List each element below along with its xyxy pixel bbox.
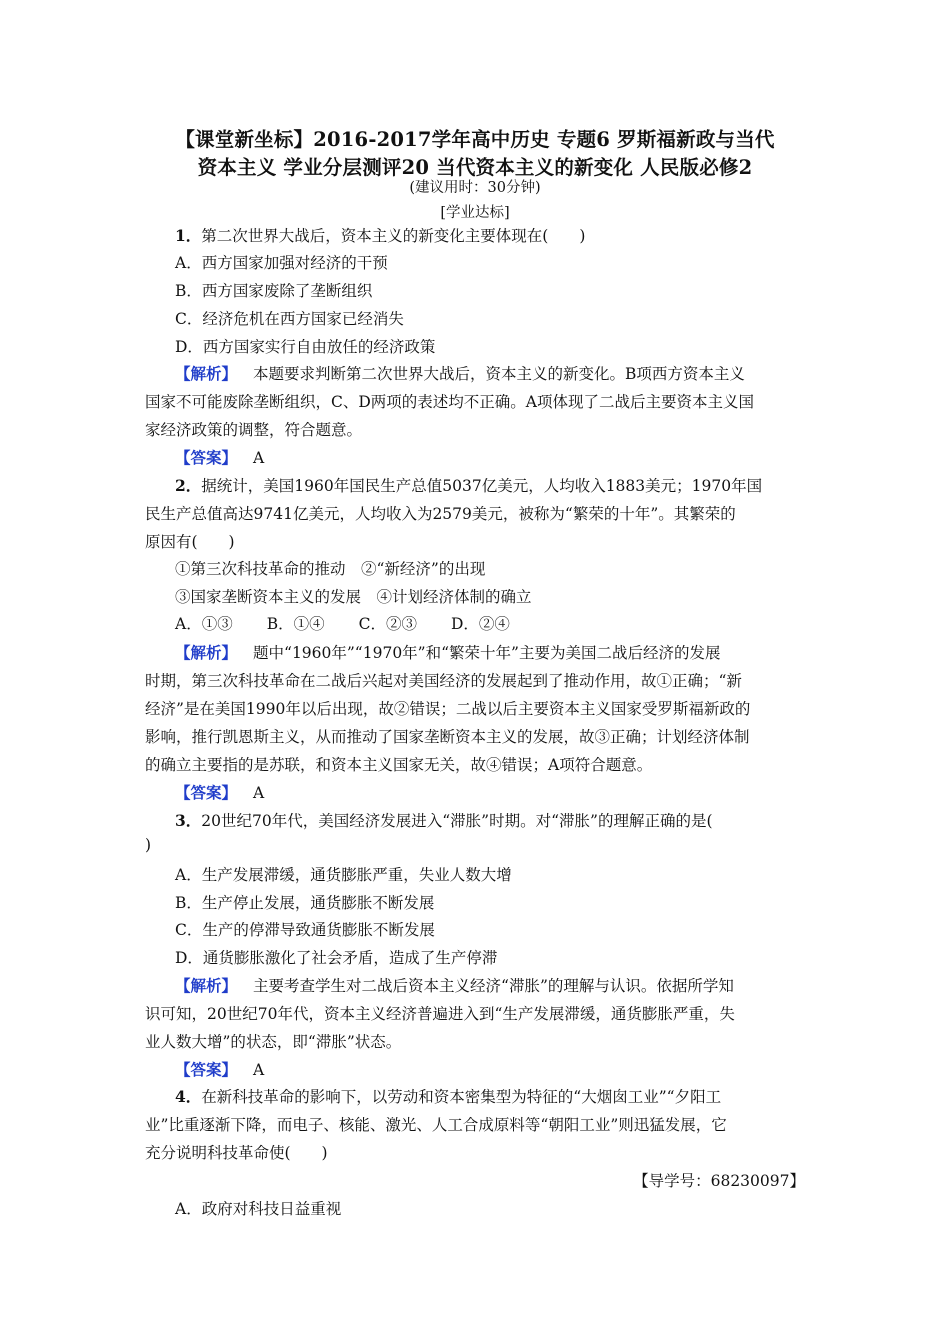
question-1-option-c: C．经济危机在西方国家已经消失 [175,310,404,328]
question-2-number: 2． [175,476,202,495]
question-2-options: A．①③ B．①④ C．②③ D．②④ [175,615,510,633]
question-1-stem [175,224,835,246]
suggested-time: (建议用时：30分钟) [409,180,541,196]
question-4-number: 4． [175,1087,202,1106]
question-2-analysis-line-3: 经济”是在美国1990年以后出现，故②错误；二战以后主要资本主义国家受罗斯福新政的 [145,700,751,718]
question-2-stem-line-2: 民生产总值高达9741亿美元，人均收入为2579美元，被称为“繁荣的十年”。其繁荣的 [145,505,736,523]
question-1-text: 第二次世界大战后，资本主义的新变化主要体现在( ) [201,227,586,245]
question-3-option-a: A．生产发展滞缓，通货膨胀严重，失业人数大增 [175,866,512,884]
question-3-analysis-line-3: 业人数大增”的状态，即“滞胀”状态。 [145,1033,402,1051]
question-3-answer: 【答案】 A [175,1060,265,1079]
question-2-analysis-line-5: 的确立主要指的是苏联，和资本主义国家无关，故④错误；A项符合题意。 [145,756,653,774]
question-2-analysis-line-2: 时期，第三次科技革命在二战后兴起对美国经济的发展起到了推动作用，故①正确；“新 [145,672,742,690]
section-heading: [学业达标] [440,205,510,221]
analysis-tag: 【解析】 [175,364,238,383]
question-2-stem-line-3: 原因有( ) [145,533,235,551]
question-2-items-line-1: ①第三次科技革命的推动 ②“新经济”的出现 [175,560,486,578]
question-1-analysis-line-2: 国家不可能废除垄断组织，C、D两项的表述均不正确。A项体现了二战后主要资本主义国 [145,393,754,411]
question-2-analysis-line-4: 影响，推行凯恩斯主义，从而推动了国家垄断资本主义的发展，故③正确；计划经济体制 [145,728,750,746]
question-2-answer: 【答案】 A [175,783,265,802]
question-4-stem-line-1: 4．在新科技革命的影响下，以劳动和资本密集型为特征的“大烟囱工业”“夕阳工 [175,1087,722,1106]
question-2-analysis-line-1: 【解析】 题中“1960年”“1970年”和“繁荣十年”主要为美国二战后经济的发展 [175,643,721,662]
document-title-line-1: 【课堂新坐标】2016-2017学年高中历史 专题6 罗斯福新政与当代 [175,128,775,151]
question-1-option-b: B．西方国家废除了垄断组织 [175,282,373,300]
question-4-stem-line-2: 业”比重逐渐下降，而电子、核能、激光、人工合成原料等“朝阳工业”则迅猛发展，它 [145,1116,727,1134]
guide-number: 【导学号：68230097】 [633,1172,805,1190]
question-1-analysis-line-3: 家经济政策的调整，符合题意。 [145,421,363,439]
analysis-tag: 【解析】 [175,976,238,995]
question-1-number: 1． [175,226,202,245]
document-title-line-2: 资本主义 学业分层测评20 当代资本主义的新变化 人民版必修2 [197,156,753,179]
question-2-items-line-2: ③国家垄断资本主义的发展 ④计划经济体制的确立 [175,588,532,606]
analysis-tag: 【解析】 [175,643,238,662]
answer-tag: 【答案】 [175,448,238,467]
question-3-option-c: C．生产的停滞导致通货膨胀不断发展 [175,921,435,939]
answer-tag: 【答案】 [175,783,238,802]
question-3-analysis-line-1: 【解析】 主要考查学生对二战后资本主义经济“滞胀”的理解与认识。依据所学知 [175,976,734,995]
question-3-analysis-line-2: 识可知，20世纪70年代，资本主义经济普遍进入到“生产发展滞缓，通货膨胀严重，失 [145,1005,735,1023]
question-4-option-a: A．政府对科技日益重视 [175,1200,342,1218]
answer-tag: 【答案】 [175,1060,238,1079]
question-3-option-b: B．生产停止发展，通货膨胀不断发展 [175,894,435,912]
question-3-number: 3． [175,811,202,830]
question-1-analysis-line-1: 【解析】 本题要求判断第二次世界大战后，资本主义的新变化。B项西方资本主义 [175,364,745,383]
question-3-stem-line-1: 3．20世纪70年代，美国经济发展进入“滞胀”时期。对“滞胀”的理解正确的是( [175,811,713,830]
question-3-option-d: D．通货膨胀激化了社会矛盾，造成了生产停滞 [175,949,498,967]
question-1-answer: 【答案】 A [175,448,265,467]
question-1-option-a: A．西方国家加强对经济的干预 [175,254,388,272]
question-2-stem-line-1: 2．据统计，美国1960年国民生产总值5037亿美元，人均收入1883美元；1970年国 [175,476,763,495]
question-4-stem-line-3: 充分说明科技革命使( ) [145,1144,328,1162]
question-3-stem-line-2: ) [145,836,152,854]
question-1-option-d: D．西方国家实行自由放任的经济政策 [175,338,436,356]
